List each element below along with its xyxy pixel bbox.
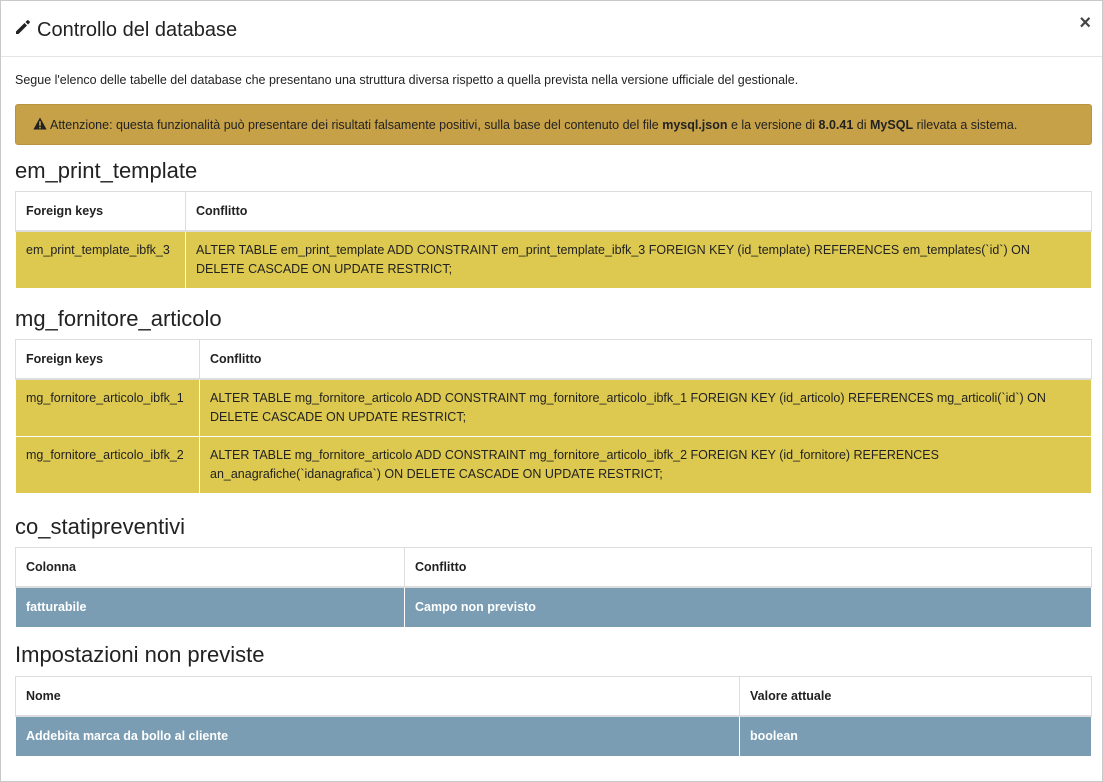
section-title: mg_fornitore_articolo (15, 306, 222, 331)
key-cell: mg_fornitore_articolo_ibfk_2 (16, 437, 200, 494)
column-header: Foreign keys (16, 192, 186, 232)
modal-title-text: Controllo del database (37, 18, 238, 41)
alert-prefix: Attenzione: questa funzionalità può presentare dei risultati falsamente positivi, sulla base del contenuto del file (50, 117, 659, 132)
conflict-cell: ALTER TABLE mg_fornitore_articolo ADD CONSTRAINT mg_fornitore_articolo_ibfk_1 FOREIGN KEY (id_articolo) REFERENCES mg_articoli(`id`) ON DELETE CASCADE ON UPDATE RESTRICT; (200, 379, 1092, 437)
column-cell: fatturabile (16, 587, 405, 628)
table-row (16, 587, 1092, 628)
warning-icon (33, 117, 50, 133)
setting-name-cell: Addebita marca da bollo al cliente (16, 716, 740, 757)
table-header-row (16, 548, 1092, 588)
table-row (16, 379, 1092, 437)
conflict-cell: ALTER TABLE em_print_template ADD CONSTRAINT em_print_template_ibfk_3 FOREIGN KEY (id_template) REFERENCES em_templates(`id`) ON DELETE CASCADE ON UPDATE RESTRICT; (186, 231, 1092, 289)
column-header: Colonna (16, 548, 405, 588)
settings-table (15, 676, 1092, 757)
modal-header (1, 1, 1102, 57)
column-header: Nome (16, 677, 740, 717)
conflict-table (15, 191, 1092, 289)
intro-text: Segue l'elenco delle tabelle del database che presentano una struttura diversa rispetto a quella prevista nella versione ufficiale del gestionale. (15, 73, 799, 87)
column-header: Conflitto (200, 340, 1092, 380)
section-title: em_print_template (15, 158, 198, 183)
table-header-row (16, 192, 1092, 232)
table-row (16, 231, 1092, 289)
column-header: Conflitto (405, 548, 1092, 588)
conflict-table (15, 547, 1092, 628)
close-button[interactable]: × (1079, 12, 1091, 34)
setting-value-cell: boolean (740, 716, 1092, 757)
alert-engine: MySQL (870, 117, 914, 132)
alert-of: di (856, 117, 867, 132)
table-row (16, 437, 1092, 494)
modal-title (14, 18, 237, 41)
pencil-icon (14, 18, 37, 41)
alert-suffix: rilevata a sistema. (916, 117, 1018, 132)
table-header-row (16, 677, 1092, 717)
alert-version: 8.0.41 (818, 117, 854, 132)
column-header: Conflitto (186, 192, 1092, 232)
section-title: co_statipreventivi (15, 514, 185, 539)
key-cell: em_print_template_ibfk_3 (16, 231, 186, 289)
table-header-row (16, 340, 1092, 380)
conflict-cell: ALTER TABLE mg_fornitore_articolo ADD CONSTRAINT mg_fornitore_articolo_ibfk_2 FOREIGN KEY (id_fornitore) REFERENCES an_anagrafiche(`idanagrafica`) ON DELETE CASCADE ON UPDATE RESTRICT; (200, 437, 1092, 494)
alert-file: mysql.json (662, 117, 728, 132)
section-title: Impostazioni non previste (15, 642, 265, 667)
conflict-cell: Campo non previsto (405, 587, 1092, 628)
table-row (16, 716, 1092, 757)
conflict-table (15, 339, 1092, 494)
key-cell: mg_fornitore_articolo_ibfk_1 (16, 379, 200, 437)
alert-mid: e la versione di (730, 117, 816, 132)
warning-alert (15, 104, 1092, 145)
column-header: Foreign keys (16, 340, 200, 380)
column-header: Valore attuale (740, 677, 1092, 717)
